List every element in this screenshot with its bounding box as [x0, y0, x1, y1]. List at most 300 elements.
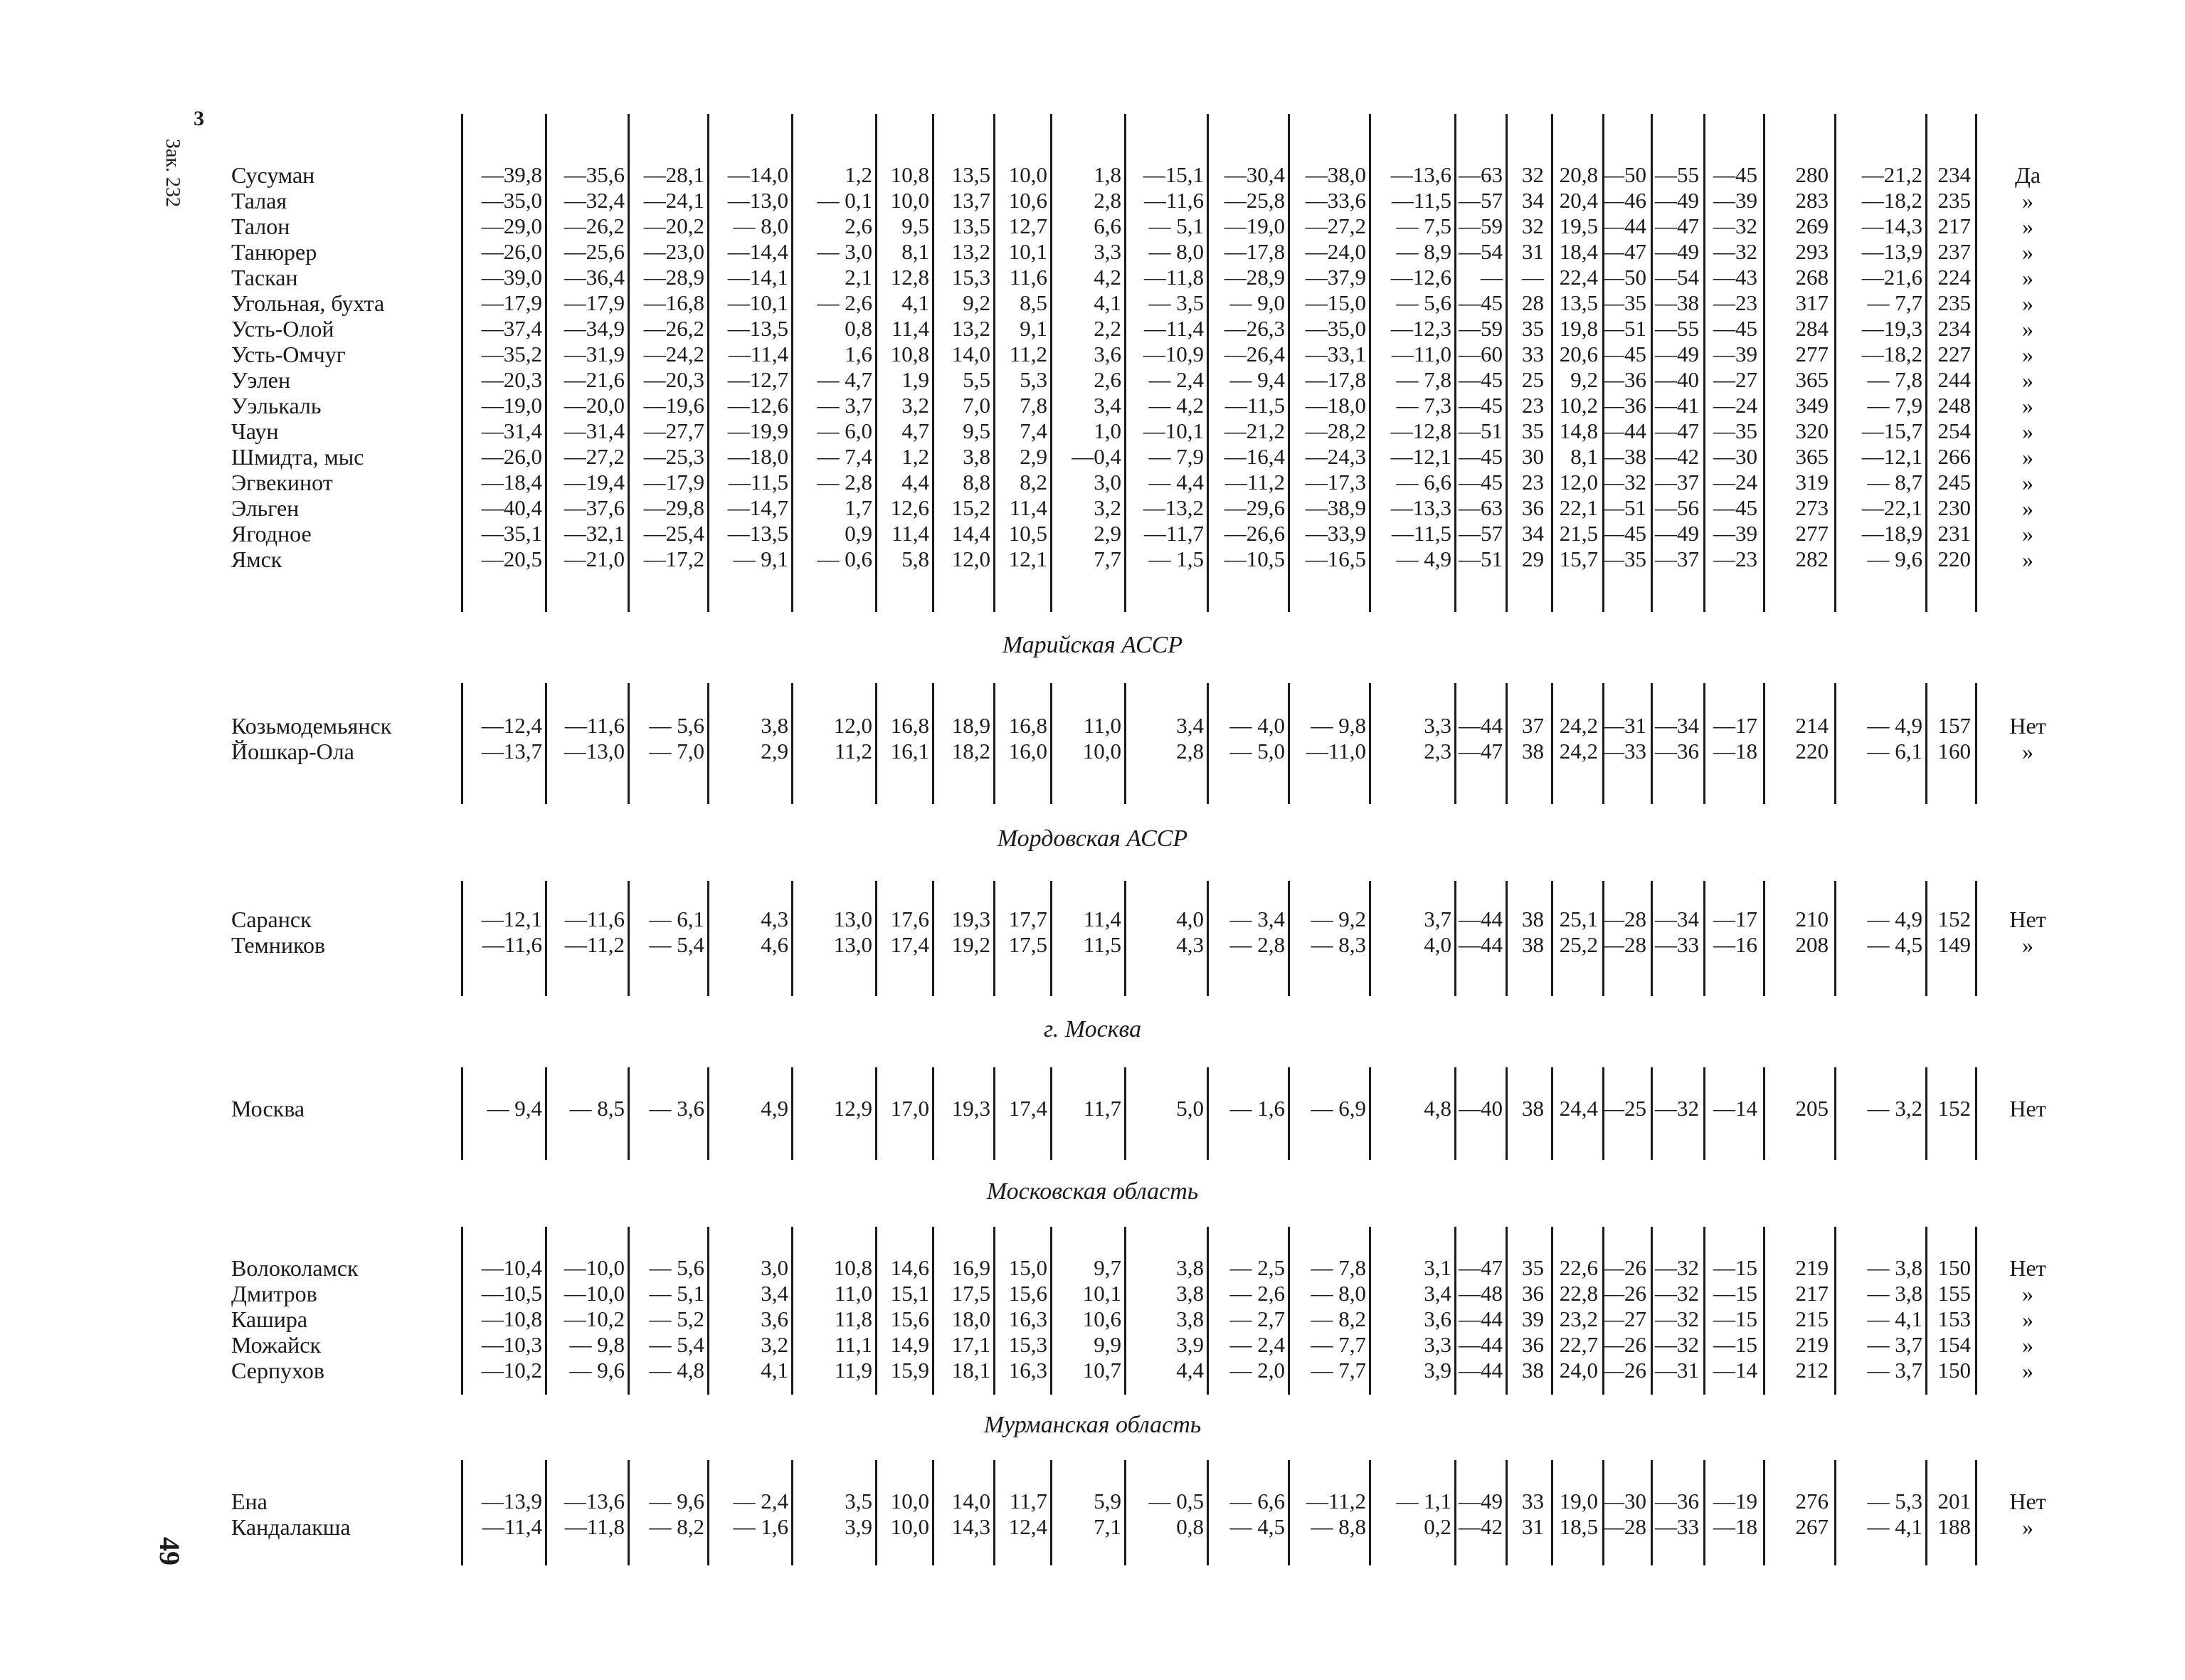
flag-cell: »: [2022, 739, 2033, 764]
table-cell: 9,2: [1570, 367, 1598, 392]
table-cell: —11,7: [1143, 521, 1204, 546]
station-name: Серпухов: [231, 1358, 324, 1383]
table-cell: 15,3: [1008, 1332, 1047, 1357]
table-row: [0, 1306, 2185, 1332]
table-cell: 5,9: [1094, 1489, 1121, 1513]
table-cell: —12,1: [1861, 444, 1922, 469]
table-row: [0, 239, 2185, 265]
table-cell: —30,4: [1224, 162, 1285, 187]
table-cell: 13,2: [951, 316, 990, 341]
table-cell: 3,6: [1094, 342, 1121, 366]
table-cell: —13,9: [481, 1489, 542, 1513]
table-cell: 11,0: [834, 1281, 872, 1306]
table-cell: 3,9: [1176, 1332, 1204, 1357]
table-cell: —45: [1459, 290, 1503, 315]
table-cell: 267: [1795, 1514, 1829, 1539]
table-cell: —54: [1655, 265, 1699, 290]
table-cell: —44: [1459, 1306, 1503, 1331]
station-name: Козьмодемьянск: [231, 713, 392, 739]
table-row: [0, 1255, 2185, 1281]
table-cell: —15: [1713, 1255, 1757, 1280]
table-row: [0, 1332, 2185, 1358]
table-cell: —10,1: [1143, 418, 1204, 443]
table-cell: 10,1: [1008, 239, 1047, 264]
table-cell: 3,2: [761, 1332, 788, 1357]
table-cell: —13,6: [1390, 162, 1451, 187]
table-cell: —20,3: [481, 367, 542, 392]
table-cell: —29,8: [643, 495, 704, 520]
table-cell: — 3,8: [1867, 1255, 1922, 1280]
table-cell: 32: [1522, 213, 1544, 238]
table-row: [0, 418, 2185, 444]
table-cell: —13,0: [727, 188, 788, 213]
table-cell: 13,7: [951, 188, 990, 213]
table-cell: 14,0: [951, 1489, 990, 1513]
table-cell: 268: [1795, 265, 1829, 290]
page-number: 49: [154, 1537, 186, 1565]
flag-cell: »: [2022, 290, 2033, 316]
table-cell: —43: [1713, 265, 1757, 290]
table-cell: 3,8: [1176, 1281, 1204, 1306]
table-cell: 219: [1795, 1332, 1829, 1357]
table-cell: 10,1: [1082, 1281, 1121, 1306]
table-cell: 4,8: [1424, 1096, 1451, 1121]
table-row: [0, 1096, 2185, 1121]
table-cell: — 7,7: [1311, 1332, 1366, 1357]
table-cell: —49: [1655, 521, 1699, 546]
table-cell: —10,1: [727, 290, 788, 315]
table-cell: — 3,7: [1867, 1358, 1922, 1383]
table-cell: 33: [1522, 1489, 1544, 1513]
table-cell: 13,5: [951, 162, 990, 187]
table-cell: 365: [1795, 367, 1829, 392]
station-name: Волоколамск: [231, 1255, 359, 1281]
table-cell: — 4,2: [1148, 393, 1204, 418]
table-cell: — 7,4: [817, 444, 872, 469]
table-cell: 38: [1522, 739, 1544, 764]
table-cell: 12,4: [1008, 1514, 1047, 1539]
table-cell: —32: [1602, 470, 1646, 495]
table-cell: — 0,5: [1148, 1489, 1204, 1513]
table-cell: — 1,6: [733, 1514, 788, 1539]
table-cell: — 2,8: [1229, 932, 1285, 957]
station-name: Темников: [231, 932, 326, 958]
table-cell: —45: [1713, 316, 1757, 341]
table-cell: 3,2: [901, 393, 929, 418]
table-cell: —33: [1655, 932, 1699, 957]
table-cell: 3,4: [1176, 713, 1204, 738]
table-cell: —17,9: [564, 290, 625, 315]
table-cell: 13,5: [1559, 290, 1598, 315]
table-cell: —16,4: [1224, 444, 1285, 469]
table-cell: 4,1: [901, 290, 929, 315]
table-cell: 11,0: [1083, 713, 1121, 738]
table-cell: —: [1522, 265, 1544, 290]
table-cell: — 6,1: [649, 907, 704, 931]
table-cell: 4,6: [761, 932, 788, 957]
table-cell: —0,4: [1072, 444, 1121, 469]
table-cell: —30: [1713, 444, 1757, 469]
flag-cell: »: [2022, 546, 2033, 572]
table-cell: 234: [1937, 162, 1971, 187]
table-cell: 3,4: [1424, 1281, 1451, 1306]
table-cell: — 7,7: [1311, 1358, 1366, 1383]
table-cell: 38: [1522, 1358, 1544, 1383]
table-cell: — 6,6: [1396, 470, 1451, 495]
table-cell: 273: [1795, 495, 1829, 520]
table-cell: —11,8: [564, 1514, 625, 1539]
table-cell: — 8,2: [649, 1514, 704, 1539]
table-cell: — 1,1: [1396, 1489, 1451, 1513]
table-cell: —11,0: [1306, 739, 1366, 764]
table-cell: 7,4: [1020, 418, 1047, 443]
table-cell: —42: [1655, 444, 1699, 469]
table-cell: —32: [1655, 1096, 1699, 1121]
table-cell: 3,3: [1094, 239, 1121, 264]
table-cell: —17,9: [481, 290, 542, 315]
table-cell: 15,1: [890, 1281, 929, 1306]
table-cell: 19,0: [1559, 1489, 1598, 1513]
table-cell: 35: [1522, 316, 1544, 341]
table-cell: —17,2: [643, 546, 704, 571]
table-cell: — 2,0: [1229, 1358, 1285, 1383]
table-cell: —11,6: [564, 907, 625, 931]
table-cell: 11,4: [891, 521, 929, 546]
table-cell: 4,4: [1176, 1358, 1204, 1383]
table-cell: — 5,3: [1867, 1489, 1922, 1513]
table-cell: —19,0: [1224, 213, 1285, 238]
table-cell: —32: [1655, 1281, 1699, 1306]
table-cell: 1,6: [845, 342, 872, 366]
section-title: Марийская АССР: [1002, 632, 1183, 658]
table-cell: —38,9: [1305, 495, 1366, 520]
table-cell: —45: [1459, 444, 1503, 469]
table-cell: —40: [1459, 1096, 1503, 1121]
table-cell: 277: [1795, 342, 1829, 366]
table-cell: — 7,8: [1396, 367, 1451, 392]
table-cell: —27,2: [1305, 213, 1366, 238]
table-cell: — 5,2: [649, 1306, 704, 1331]
table-cell: —44: [1602, 213, 1646, 238]
table-cell: 16,8: [1008, 713, 1047, 738]
table-cell: 4,0: [1176, 907, 1204, 931]
table-cell: —32: [1713, 213, 1757, 238]
table-cell: 19,8: [1559, 316, 1598, 341]
table-cell: —26: [1602, 1358, 1646, 1383]
table-cell: —25,4: [643, 521, 704, 546]
table-row: [0, 907, 2185, 932]
table-cell: 152: [1937, 907, 1971, 931]
table-cell: —59: [1459, 213, 1503, 238]
table-cell: —27,7: [643, 418, 704, 443]
table-cell: —35: [1713, 418, 1757, 443]
table-cell: — 5,1: [1148, 213, 1204, 238]
table-cell: —18,9: [1861, 521, 1922, 546]
station-name: Чаун: [231, 418, 279, 444]
table-cell: —15,1: [1143, 162, 1204, 187]
table-cell: 9,1: [1020, 316, 1047, 341]
table-cell: 35: [1522, 1255, 1544, 1280]
table-cell: —11,6: [1143, 188, 1204, 213]
table-cell: —29,6: [1224, 495, 1285, 520]
table-cell: 214: [1795, 713, 1829, 738]
table-cell: —10,9: [1143, 342, 1204, 366]
table-cell: — 6,0: [817, 418, 872, 443]
table-cell: 150: [1937, 1255, 1971, 1280]
table-cell: —28,9: [1224, 265, 1285, 290]
table-cell: 349: [1795, 393, 1829, 418]
table-cell: —20,3: [643, 367, 704, 392]
flag-cell: »: [2022, 367, 2033, 393]
section-title: г. Москва: [1043, 1016, 1142, 1042]
flag-cell: »: [2022, 316, 2033, 342]
table-cell: 11,5: [1083, 932, 1121, 957]
table-cell: 3,5: [845, 1489, 872, 1513]
table-cell: —51: [1602, 316, 1646, 341]
table-cell: —21,6: [1861, 265, 1922, 290]
table-cell: 9,5: [901, 213, 929, 238]
table-cell: —56: [1655, 495, 1699, 520]
station-name: Сусуман: [231, 162, 315, 188]
table-cell: — 7,8: [1311, 1255, 1366, 1280]
table-cell: — 7,9: [1148, 444, 1204, 469]
table-row: [0, 367, 2185, 393]
table-cell: 23: [1522, 470, 1544, 495]
flag-cell: »: [2022, 239, 2033, 265]
table-cell: —13,2: [1143, 495, 1204, 520]
table-cell: 11,4: [1083, 907, 1121, 931]
table-cell: 24,2: [1559, 713, 1598, 738]
section-title: Мурманская область: [983, 1412, 1202, 1438]
table-cell: —31,9: [564, 342, 625, 366]
table-cell: —63: [1459, 162, 1503, 187]
table-cell: 19,3: [951, 907, 990, 931]
table-cell: —45: [1602, 521, 1646, 546]
table-cell: 1,2: [845, 162, 872, 187]
table-cell: —12,8: [1390, 418, 1451, 443]
table-cell: —44: [1459, 713, 1503, 738]
table-cell: 8,1: [1570, 444, 1598, 469]
table-cell: —11,6: [482, 932, 542, 957]
table-cell: —14,0: [727, 162, 788, 187]
table-cell: —38,0: [1305, 162, 1366, 187]
table-cell: 20,4: [1559, 188, 1598, 213]
flag-cell: »: [2022, 932, 2033, 958]
table-cell: 11,8: [834, 1306, 872, 1331]
table-cell: 217: [1937, 213, 1971, 238]
table-cell: —54: [1459, 239, 1503, 264]
table-cell: —28,2: [1305, 418, 1366, 443]
table-cell: —44: [1602, 418, 1646, 443]
table-cell: —26,4: [1224, 342, 1285, 366]
table-cell: —24: [1713, 470, 1757, 495]
table-cell: 245: [1937, 470, 1971, 495]
table-cell: — 2,5: [1229, 1255, 1285, 1280]
table-cell: 39: [1522, 1306, 1544, 1331]
table-cell: 10,0: [1082, 739, 1121, 764]
table-cell: —28,1: [643, 162, 704, 187]
table-cell: 231: [1937, 521, 1971, 546]
table-cell: — 4,0: [1229, 713, 1285, 738]
table-cell: —49: [1655, 342, 1699, 366]
table-cell: —11,4: [728, 342, 788, 366]
table-cell: 210: [1795, 907, 1829, 931]
table-cell: 234: [1937, 316, 1971, 341]
table-cell: — 2,4: [1148, 367, 1204, 392]
flag-cell: Нет: [2009, 713, 2046, 739]
table-cell: 4,3: [761, 907, 788, 931]
section-title: Московская область: [986, 1178, 1199, 1205]
table-cell: —11,2: [1224, 470, 1285, 495]
table-cell: 11,6: [1009, 265, 1047, 290]
flag-cell: »: [2022, 1281, 2033, 1306]
table-cell: 2,6: [1094, 367, 1121, 392]
table-cell: 235: [1937, 188, 1971, 213]
table-cell: 3,8: [1176, 1255, 1204, 1280]
table-cell: —39,8: [481, 162, 542, 187]
station-name: Дмитров: [231, 1281, 317, 1306]
table-cell: — 6,6: [1229, 1489, 1285, 1513]
table-cell: 11,7: [1083, 1096, 1121, 1121]
table-cell: —32: [1713, 239, 1757, 264]
table-cell: 18,5: [1559, 1514, 1598, 1539]
table-cell: 14,8: [1559, 418, 1598, 443]
table-cell: — 2,4: [733, 1489, 788, 1513]
table-cell: —19,4: [564, 470, 625, 495]
table-cell: 18,2: [951, 739, 990, 764]
table-cell: 224: [1937, 265, 1971, 290]
table-cell: —44: [1459, 1332, 1503, 1357]
table-cell: —13,7: [481, 739, 542, 764]
table-cell: —12,7: [727, 367, 788, 392]
station-name: Йошкар-Ола: [231, 739, 354, 764]
table-cell: —11,5: [1391, 188, 1451, 213]
table-cell: 20,8: [1559, 162, 1598, 187]
table-cell: 149: [1937, 932, 1971, 957]
table-cell: —45: [1713, 162, 1757, 187]
table-cell: 293: [1795, 239, 1829, 264]
table-cell: 10,0: [890, 1514, 929, 1539]
table-cell: 12,8: [890, 265, 929, 290]
table-cell: —11,8: [1143, 265, 1204, 290]
table-cell: —44: [1459, 1358, 1503, 1383]
table-cell: —60: [1459, 342, 1503, 366]
table-cell: —40,4: [481, 495, 542, 520]
table-cell: —37: [1655, 470, 1699, 495]
table-cell: 36: [1522, 1281, 1544, 1306]
flag-cell: Нет: [2009, 1096, 2046, 1121]
flag-cell: »: [2022, 1332, 2033, 1358]
table-cell: —39: [1713, 342, 1757, 366]
table-cell: —16,8: [643, 290, 704, 315]
table-cell: 188: [1937, 1514, 1971, 1539]
table-cell: —19: [1713, 1489, 1757, 1513]
station-name: Талая: [231, 188, 287, 213]
table-cell: 269: [1795, 213, 1829, 238]
table-cell: 1,2: [901, 444, 929, 469]
flag-cell: »: [2022, 213, 2033, 239]
table-cell: —10,0: [564, 1255, 625, 1280]
table-cell: — 6,9: [1311, 1096, 1366, 1121]
table-cell: — 3,7: [1867, 1332, 1922, 1357]
table-cell: —45: [1713, 495, 1757, 520]
table-cell: — 8,0: [733, 213, 788, 238]
table-cell: —19,3: [1861, 316, 1922, 341]
table-cell: 25: [1522, 367, 1544, 392]
table-cell: 23: [1522, 393, 1544, 418]
table-cell: 3,2: [1094, 495, 1121, 520]
table-cell: — 4,5: [1867, 932, 1922, 957]
table-cell: —10,5: [1224, 546, 1285, 571]
table-cell: —20,5: [481, 546, 542, 571]
table-cell: 219: [1795, 1255, 1829, 1280]
flag-cell: »: [2022, 470, 2033, 495]
table-cell: — 8,9: [1396, 239, 1451, 264]
table-cell: —50: [1602, 265, 1646, 290]
table-cell: 3,3: [1424, 713, 1451, 738]
table-cell: 3,9: [845, 1514, 872, 1539]
table-cell: 283: [1795, 188, 1829, 213]
table-cell: 2,8: [1176, 739, 1204, 764]
table-cell: 35: [1522, 418, 1544, 443]
table-cell: —39: [1713, 188, 1757, 213]
station-name: Усть-Омчуг: [231, 342, 346, 367]
table-cell: —27: [1602, 1306, 1646, 1331]
table-cell: 19,2: [951, 932, 990, 957]
table-cell: — 7,8: [1867, 367, 1922, 392]
table-cell: —21,2: [1861, 162, 1922, 187]
table-cell: 17,5: [1008, 932, 1047, 957]
table-row: [0, 188, 2185, 213]
table-cell: —33,6: [1305, 188, 1366, 213]
table-cell: 13,0: [833, 907, 872, 931]
table-cell: —26,0: [481, 239, 542, 264]
table-cell: 11,9: [834, 1358, 872, 1383]
table-cell: —29,0: [481, 213, 542, 238]
table-cell: — 5,4: [649, 1332, 704, 1357]
table-cell: 22,8: [1559, 1281, 1598, 1306]
table-cell: 14,3: [951, 1514, 990, 1539]
table-cell: — 3,5: [1148, 290, 1204, 315]
table-cell: 3,6: [1424, 1306, 1451, 1331]
table-cell: —38: [1602, 444, 1646, 469]
table-cell: 12,7: [1008, 213, 1047, 238]
table-cell: — 8,0: [1311, 1281, 1366, 1306]
table-cell: 319: [1795, 470, 1829, 495]
table-cell: 2,1: [845, 265, 872, 290]
table-row: [0, 1489, 2185, 1514]
table-cell: 248: [1937, 393, 1971, 418]
table-cell: —35,6: [564, 162, 625, 187]
station-name: Ена: [231, 1489, 268, 1514]
table-cell: —26: [1602, 1255, 1646, 1280]
table-cell: — 2,6: [1229, 1281, 1285, 1306]
table-cell: —14: [1713, 1096, 1757, 1121]
table-cell: —26,2: [643, 316, 704, 341]
table-cell: —47: [1655, 213, 1699, 238]
table-cell: —44: [1459, 907, 1503, 931]
table-cell: 5,3: [1020, 367, 1047, 392]
flag-cell: »: [2022, 521, 2033, 546]
table-cell: — 3,2: [1867, 1096, 1922, 1121]
table-cell: 17,5: [951, 1281, 990, 1306]
table-cell: 14,6: [890, 1255, 929, 1280]
table-cell: 320: [1795, 418, 1829, 443]
table-row: [0, 162, 2185, 188]
table-cell: —41: [1655, 393, 1699, 418]
table-cell: 155: [1937, 1281, 1971, 1306]
table-cell: — 4,1: [1867, 1306, 1922, 1331]
